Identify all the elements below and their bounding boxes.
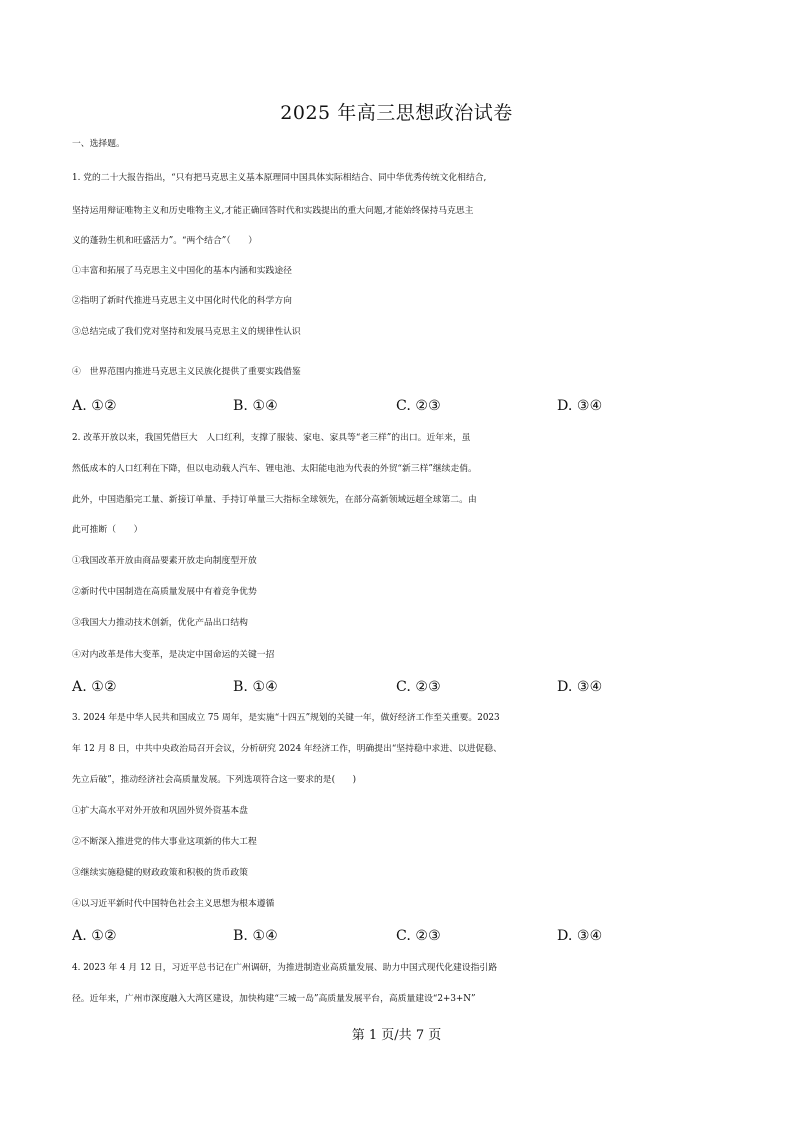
- question-3-line: 3. 2024 年是中华人民共和国成立 75 周年，是实施“十四五”规划的关键一年，做好经济工作至关重要。2023: [72, 713, 500, 723]
- option-d[interactable]: D. ③④: [557, 398, 603, 414]
- question-2-line: 2. 改革开放以来，我国凭借巨大 人口红利，支撑了服装、家电、家具等“老三样”的出口。近年来，虽: [72, 433, 471, 443]
- question-4-line: 4. 2023 年 4 月 12 日，习近平总书记在广州调研，为推进制造业高质量发展、助力中国式现代化建设指引路: [72, 963, 498, 973]
- option-c[interactable]: C. ②③: [396, 928, 441, 944]
- option-a[interactable]: A. ①②: [72, 679, 117, 695]
- option-d[interactable]: D. ③④: [557, 928, 603, 944]
- question-1-statement: ③总结完成了我们党对坚持和发展马克思主义的规律性认识: [72, 327, 301, 337]
- page-footer: 第 1 页/共 7 页: [351, 1028, 442, 1043]
- question-3-line: 先立后破”，推动经济社会高质量发展。下列选项符合这一要求的是( ): [72, 775, 357, 785]
- question-2-statement: ④对内改革是伟大变革，是决定中国命运的关键一招: [72, 650, 275, 660]
- option-a[interactable]: A. ①②: [72, 928, 117, 944]
- option-a[interactable]: A. ①②: [72, 398, 117, 414]
- option-c[interactable]: C. ②③: [396, 398, 441, 414]
- question-1-line: 1. 党的二十大报告指出，“只有把马克思主义基本原理同中国具体实际相结合、同中华优秀传统文化相结合,: [72, 173, 487, 183]
- question-3-statement: ③继续实施稳健的财政政策和积极的货币政策: [72, 868, 248, 878]
- question-2-statement: ①我国改革开放由商品要素开放走向制度型开放: [72, 556, 257, 566]
- option-b[interactable]: B. ①④: [233, 928, 278, 944]
- question-2-statement: ③我国大力推动技术创新，优化产品出口结构: [72, 618, 248, 628]
- option-b[interactable]: B. ①④: [233, 679, 278, 695]
- question-3-options: [72, 928, 732, 946]
- option-c[interactable]: C. ②③: [396, 679, 441, 695]
- question-2-statement: ②新时代中国制造在高质量发展中有着竞争优势: [72, 587, 257, 597]
- question-2-line: 此外，中国造船完工量、新接订单量、手持订单量三大指标全球领先，在部分高新领域远超全球第二。由: [72, 495, 477, 505]
- question-2-line: 此可推断（ ）: [72, 525, 143, 535]
- question-1-options: [72, 398, 732, 416]
- question-3-statement: ②不断深入推进党的伟大事业这项新的伟大工程: [72, 837, 257, 847]
- question-3-statement: ④以习近平新时代中国特色社会主义思想为根本遵循: [72, 899, 275, 909]
- page-title: 2025 年高三思想政治试卷: [280, 102, 513, 124]
- question-3-statement: ①扩大高水平对外开放和巩固外贸外资基本盘: [72, 806, 248, 816]
- question-1-statement: ①丰富和拓展了马克思主义中国化的基本内涵和实践途径: [72, 266, 292, 276]
- section-heading: 一、选择题。: [72, 139, 125, 149]
- question-1-line: 坚持运用辩证唯物主义和历史唯物主义,才能正确回答时代和实践提出的重大问题,才能始终保持马克思主: [72, 206, 474, 216]
- question-1-statement: ④ 世界范围内推进马克思主义民族化提供了重要实践借鉴: [72, 367, 301, 377]
- option-b[interactable]: B. ①④: [233, 398, 278, 414]
- question-4-line: 径。近年来，广州市深度融入大湾区建设，加快构建“三城一岛”高质量发展平台，高质量建设“2+3+N”: [72, 994, 476, 1004]
- question-2-line: 然低成本的人口红利在下降，但以电动载人汽车、锂电池、太阳能电池为代表的外贸“新三样”继续走俏。: [72, 464, 477, 474]
- option-d[interactable]: D. ③④: [557, 679, 603, 695]
- question-3-line: 年 12 月 8 日，中共中央政治局召开会议，分析研究 2024 年经济工作，明确提出“坚持稳中求进、以进促稳、: [72, 744, 502, 754]
- question-1-statement: ②指明了新时代推进马克思主义中国化时代化的科学方向: [72, 296, 292, 306]
- question-2-options: [72, 679, 732, 697]
- question-1-line: 义的蓬勃生机和旺盛活力”。“两个结合”（ ）: [72, 236, 258, 246]
